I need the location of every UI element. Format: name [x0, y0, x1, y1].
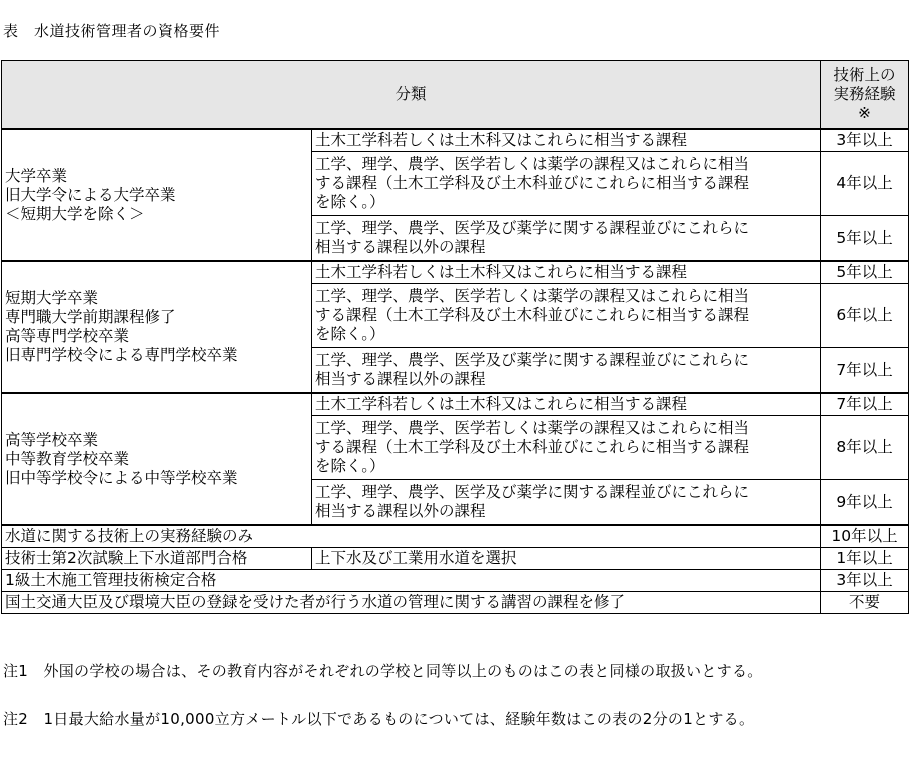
note-2: 注2 1日最大給水量が10,000立方メートル以下であるものについては、経験年数はこの表の2分の1とする。 [3, 710, 755, 728]
course-civil: 土木工学科若しくは土木科又はこれらに相当する課程 [312, 129, 821, 152]
table-caption: 表 水道技術管理者の資格要件 [3, 22, 221, 40]
group-label-line: 中等教育学校卒業 [5, 449, 130, 468]
course-other [312, 480, 821, 526]
group-label-line: 旧中等学校令による中等学校卒業 [5, 468, 238, 487]
group-label-line: 高等学校卒業 [5, 430, 99, 449]
course-line: する課程（土木工学科及び土木科並びにこれらに相当する課程 [315, 306, 750, 324]
table-row [2, 525, 909, 548]
course-line: する課程（土木工学科及び土木科並びにこれらに相当する課程 [315, 174, 750, 192]
course-line: を除く。） [315, 457, 385, 475]
table-row [2, 393, 909, 416]
course-engineering [312, 416, 821, 480]
practical-experience-only: 水道に関する技術上の実務経験のみ [2, 525, 821, 548]
group-label-line: 専門職大学前期課程修了 [5, 308, 176, 326]
course-engineering [312, 152, 821, 216]
course-civil: 土木工学科若しくは土木科又はこれらに相当する課程 [312, 261, 821, 284]
group-label-junior-college [2, 261, 312, 393]
course-line: 工学、理学、農学、医学及び薬学に関する課程並びにこれらに [315, 351, 750, 369]
engineer-exam-pass: 技術士第2次試験上下水道部門合格 [2, 548, 312, 570]
experience-header-line: ※ [858, 104, 872, 122]
table-row [2, 261, 909, 284]
course-line: 工学、理学、農学、医学若しくは薬学の課程又はこれらに相当 [315, 419, 750, 437]
course-line: 工学、理学、農学、医学及び薬学に関する課程並びにこれらに [315, 219, 750, 237]
years-cell: 9年以上 [821, 480, 909, 526]
table-header-row [2, 61, 909, 130]
table-row [2, 592, 909, 614]
table-row [2, 129, 909, 152]
group-label-line: 短期大学卒業 [5, 289, 99, 307]
years-cell: 4年以上 [821, 152, 909, 216]
group-label-line: 高等専門学校卒業 [5, 327, 130, 345]
ministerial-course: 国土交通大臣及び環境大臣の登録を受けた者が行う水道の管理に関する講習の課程を修了 [2, 592, 821, 614]
course-other [312, 216, 821, 262]
group-label-line: 大学卒業 [5, 166, 68, 185]
table-row [2, 570, 909, 592]
years-cell: 5年以上 [821, 261, 909, 284]
engineer-exam-option: 上下水及び工業用水道を選択 [312, 548, 821, 570]
course-line: 相当する課程以外の課程 [315, 238, 486, 256]
group-label-university [2, 129, 312, 261]
group-label-line: 旧専門学校令による専門学校卒業 [5, 346, 238, 364]
course-line: 工学、理学、農学、医学若しくは薬学の課程又はこれらに相当 [315, 287, 750, 305]
course-engineering [312, 284, 821, 348]
qualification-table [1, 60, 909, 614]
course-line: 相当する課程以外の課程 [315, 370, 486, 388]
group-label-line: 旧大学令による大学卒業 [5, 185, 176, 204]
years-cell: 1年以上 [821, 548, 909, 570]
course-line: 工学、理学、農学、医学若しくは薬学の課程又はこれらに相当 [315, 155, 750, 173]
years-cell: 5年以上 [821, 216, 909, 262]
course-line: する課程（土木工学科及び土木科並びにこれらに相当する課程 [315, 438, 750, 456]
civil-management-cert: 1級土木施工管理技術検定合格 [2, 570, 821, 592]
experience-header-line: 実務経験 [833, 85, 896, 103]
years-cell: 10年以上 [821, 525, 909, 548]
years-cell: 不要 [821, 592, 909, 614]
course-line: 相当する課程以外の課程 [315, 502, 486, 520]
table-row [2, 548, 909, 570]
years-cell: 8年以上 [821, 416, 909, 480]
years-cell: 3年以上 [821, 129, 909, 152]
course-civil: 土木工学科若しくは土木科又はこれらに相当する課程 [312, 393, 821, 416]
course-other [312, 348, 821, 394]
note-1: 注1 外国の学校の場合は、その教育内容がそれぞれの学校と同等以上のものはこの表と同様の取扱いとする。 [3, 662, 763, 680]
years-cell: 7年以上 [821, 393, 909, 416]
group-label-line: ＜短期大学を除く＞ [5, 204, 145, 223]
years-cell: 6年以上 [821, 284, 909, 348]
group-label-high-school [2, 393, 312, 525]
category-header: 分類 [2, 61, 821, 130]
years-cell: 7年以上 [821, 348, 909, 394]
course-line: 工学、理学、農学、医学及び薬学に関する課程並びにこれらに [315, 483, 750, 501]
experience-header [821, 61, 909, 130]
years-cell: 3年以上 [821, 570, 909, 592]
experience-header-line: 技術上の [833, 66, 896, 84]
course-line: を除く。） [315, 325, 385, 343]
course-line: を除く。） [315, 193, 385, 211]
